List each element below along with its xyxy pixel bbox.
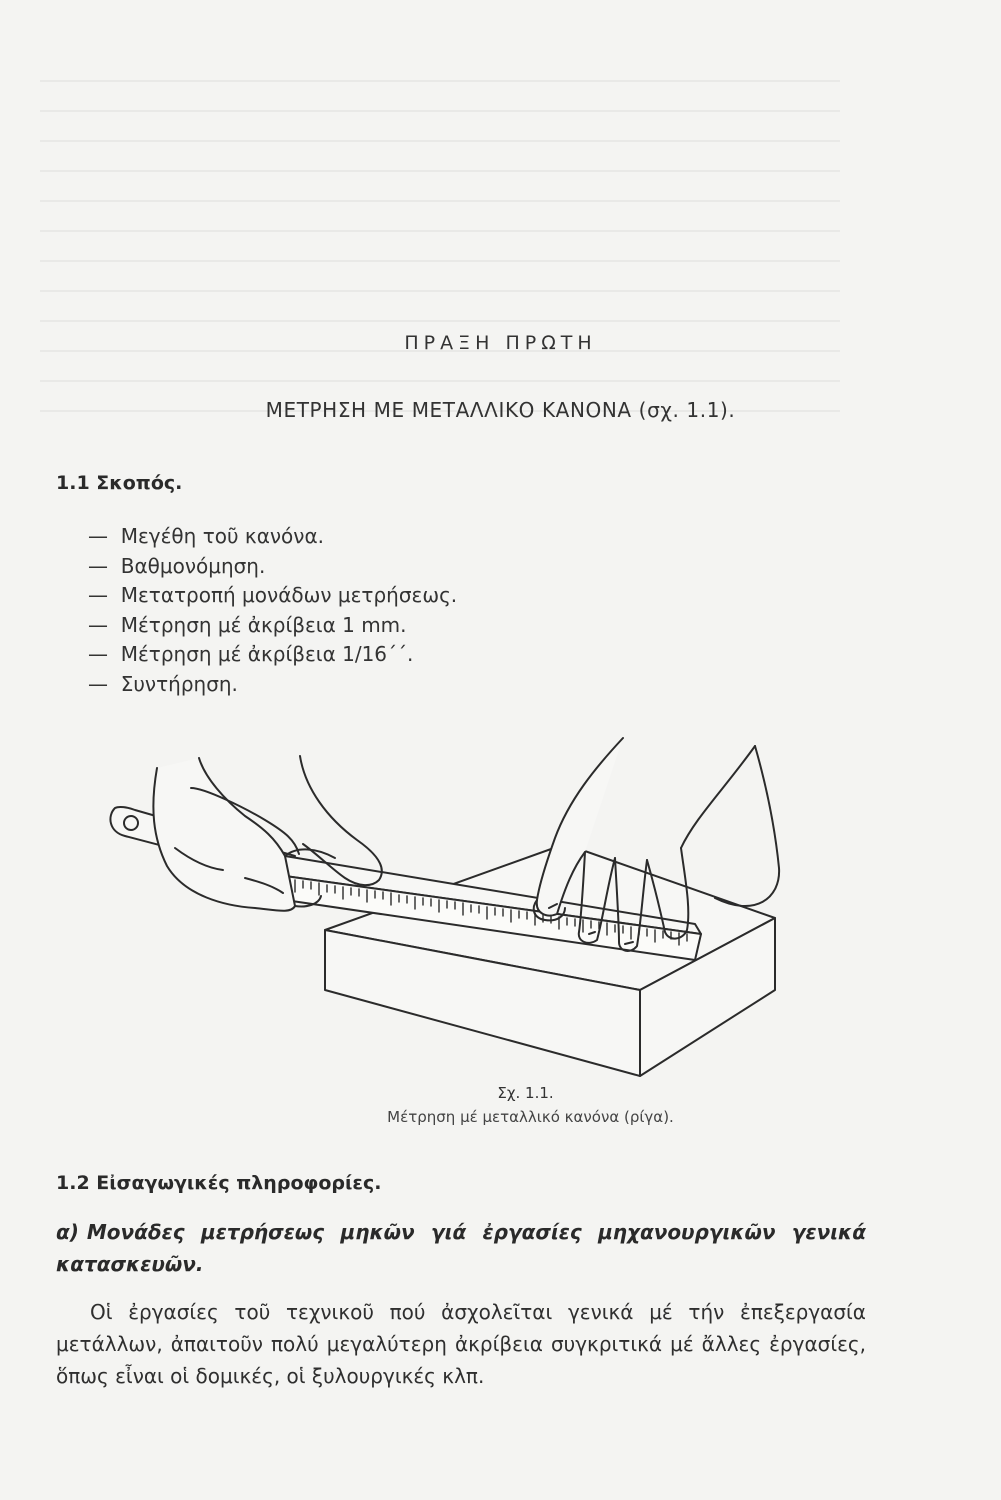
list-item: — Μετατροπή μονάδων μετρήσεως. xyxy=(88,581,457,611)
list-item: — Συντήρηση. xyxy=(88,670,457,700)
figure-number: Σχ. 1.1. xyxy=(497,1084,554,1102)
figure-caption: Μέτρηση μέ μεταλλικό κανόνα (ρίγα). xyxy=(387,1108,674,1126)
exercise-subtitle: ΜΕΤΡΗΣΗ ΜΕ ΜΕΤΑΛΛΙΚΟ ΚΑΝΟΝΑ (σχ. 1.1). xyxy=(265,398,736,422)
subsection-a-heading xyxy=(56,1216,866,1280)
section-1-heading: 1.1 Σκοπός. xyxy=(56,472,183,494)
section-2-heading: 1.2 Εἰσαγωγικές πληροφορίες. xyxy=(56,1172,382,1194)
ruler-measurement-illustration xyxy=(95,728,795,1088)
list-item: — Μεγέθη τοῦ κανόνα. xyxy=(88,522,457,552)
objectives-list xyxy=(88,522,457,700)
list-item: — Βαθμονόμηση. xyxy=(88,552,457,582)
list-item: — Μέτρηση μέ ἀκρίβεια 1 mm. xyxy=(88,611,457,641)
list-item: — Μέτρηση μέ ἀκρίβεια 1/16΄΄. xyxy=(88,640,457,670)
subsection-label: α) xyxy=(56,1220,79,1244)
intro-paragraph: Οἱ ἐργασίες τοῦ τεχνικοῦ πού ἀσχολεῖται γενικά μέ τήν ἐπεξεργασία μετάλλων, ἀπαιτοῦν πολύ μεγαλύτερη ἀκρίβεια συγκριτικά μέ ἄλλες ἐργασίες, ὅπως εἶναι οἱ δομικές, οἱ ξυλουργικές κλπ. xyxy=(56,1300,866,1388)
chapter-title: ΠΡΑΞΗ ΠΡΩΤΗ xyxy=(404,332,597,354)
subsection-title: Μονάδες μετρήσεως μηκῶν γιά ἐργασίες μηχανουργικῶν γενικά κατασκευῶν. xyxy=(56,1220,866,1276)
